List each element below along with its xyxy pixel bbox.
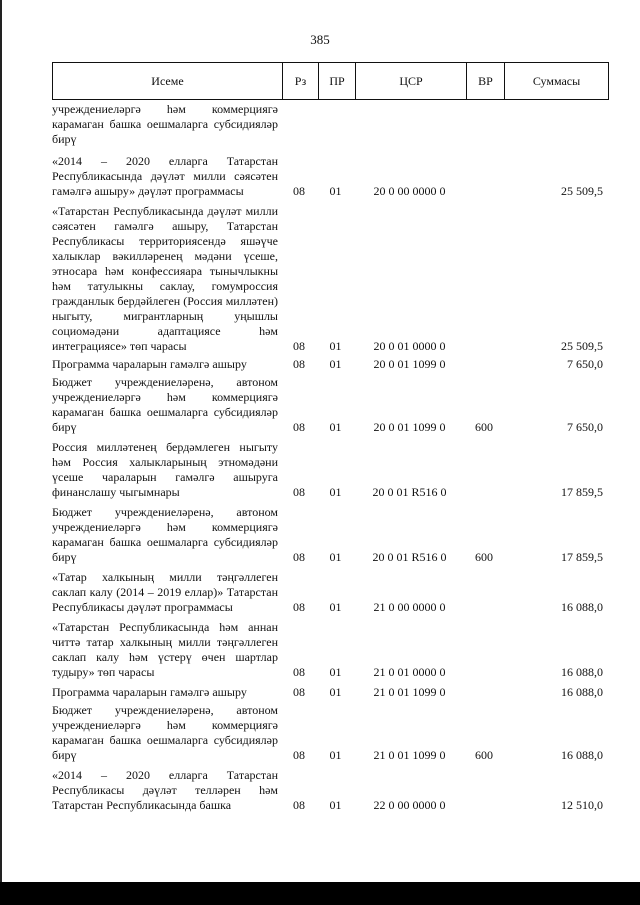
scan-bottom-edge (0, 882, 640, 905)
row-name: «Татар халкының милли тәңгәллеген саклап калу (2014 – 2019 еллар)» Татарстан Республикасы дәүләт программасы (52, 570, 278, 614)
row-sum: 16 088,0 (561, 685, 603, 699)
table-row (52, 153, 609, 199)
table-row (52, 702, 609, 763)
row-rz: 08 (293, 550, 305, 564)
table-body (52, 101, 609, 815)
row-vr: 600 (475, 420, 493, 434)
row-csr: 21 0 00 0000 0 (373, 600, 446, 614)
row-rz: 08 (293, 600, 305, 614)
row-rz: 08 (293, 485, 305, 499)
row-vr: 600 (475, 550, 493, 564)
row-name: Бюджет учреждениеләренә, автоном учреждениеләргә һәм коммерциягә карамаган башка оешмаларга субсидияләр бирү (52, 505, 278, 564)
table-row (52, 684, 609, 700)
row-rz: 08 (293, 748, 305, 762)
row-name: Россия милләтенең бердәмлеген ныгыту һәм Россия халыкларының этномәдәни үсеше чараларын гамәлгә ашыруга финанслашу чыгымнары (52, 440, 278, 499)
row-pr: 01 (329, 685, 342, 699)
row-sum: 16 088,0 (561, 600, 603, 614)
row-name: Бюджет учреждениеләренә, автоном учреждениеләргә һәм коммерциягә карамаган башка оешмаларга субсидияләр бирү (52, 703, 278, 762)
row-rz: 08 (293, 665, 305, 679)
row-rz: 08 (293, 339, 305, 353)
row-rz: 08 (293, 685, 305, 699)
header-sum: Суммасы (504, 63, 608, 99)
row-csr: 21 0 01 1099 0 (373, 685, 446, 699)
table-row (52, 374, 609, 435)
row-name: «2014 – 2020 елларга Татарстан Республикасы дәүләт телләрен һәм Татарстан Республикасында башка (52, 768, 278, 812)
row-rz: 08 (293, 798, 305, 812)
row-sum: 7 650,0 (567, 357, 603, 371)
row-sum: 17 859,5 (561, 485, 603, 499)
table-row (52, 356, 609, 372)
row-pr: 01 (329, 420, 342, 434)
row-pr: 01 (329, 798, 342, 812)
row-pr: 01 (329, 600, 342, 614)
row-name: «Татарстан Республикасында һәм аннан читтә татар халкының милли тәңгәллеген саклап калу һәм үстерү өчен шартлар тудыру» төп чарасы (52, 620, 278, 679)
table-row (52, 203, 609, 354)
row-csr: 20 0 01 1099 0 (373, 357, 446, 371)
row-csr: 20 0 01 R516 0 (372, 550, 447, 564)
row-name: Программа чараларын гамәлгә ашыру (52, 357, 247, 371)
row-rz: 08 (293, 420, 305, 434)
row-pr: 01 (329, 665, 342, 679)
row-csr: 20 0 01 R516 0 (372, 485, 447, 499)
row-rz: 08 (293, 184, 305, 198)
row-name: «2014 – 2020 елларга Татарстан Республикасында дәүләт милли сәясәтен гамәлгә ашыру» дәүләт программасы (52, 154, 278, 198)
row-pr: 01 (329, 485, 342, 499)
table-row (52, 504, 609, 565)
row-pr: 01 (329, 550, 342, 564)
row-name: Программа чараларын гамәлгә ашыру (52, 685, 247, 699)
row-csr: 20 0 01 0000 0 (373, 339, 446, 353)
row-pr: 01 (329, 184, 342, 198)
scan-edge (0, 0, 2, 905)
table-row (52, 101, 609, 147)
row-pr: 01 (329, 339, 342, 353)
row-name: «Татарстан Республикасында дәүләт милли сәясәтен гамәлгә ашыру, Татарстан Республикасы территориясендә яшәүче халыклар вәкилләренең мәдәни үсеше, этносара һәм конфессияара тынычлыкны һәм татулыкны саклау, гомумроссия гражданлык бердәйлеген (Россия милләтен) ныгыту, мигрантларның уңышлы социомәдәни адаптациясе һәм интеграциясе» төп чарасы (52, 204, 278, 353)
header-name: Исеме (151, 74, 184, 88)
table-header (52, 62, 609, 100)
row-csr: 22 0 00 0000 0 (373, 798, 446, 812)
row-rz: 08 (293, 357, 305, 371)
row-csr: 20 0 00 0000 0 (373, 184, 446, 198)
row-pr: 01 (329, 357, 342, 371)
row-csr: 20 0 01 1099 0 (373, 420, 446, 434)
row-sum: 16 088,0 (561, 748, 603, 762)
header-csr: ЦСР (355, 63, 466, 99)
row-sum: 25 509,5 (561, 184, 603, 198)
row-pr: 01 (329, 748, 342, 762)
row-vr: 600 (475, 748, 493, 762)
row-csr: 21 0 01 1099 0 (373, 748, 446, 762)
page-number: 385 (310, 32, 330, 47)
table-row (52, 569, 609, 615)
row-name: Бюджет учреждениеләренә, автоном учреждениеләргә һәм коммерциягә карамаган башка оешмаларга субсидияләр бирү (52, 375, 278, 434)
table-row (52, 767, 609, 813)
table-row (52, 619, 609, 680)
row-sum: 16 088,0 (561, 665, 603, 679)
table-row (52, 439, 609, 500)
header-vr: ВР (466, 63, 504, 99)
row-sum: 12 510,0 (561, 798, 603, 812)
row-sum: 7 650,0 (567, 420, 603, 434)
row-sum: 25 509,5 (561, 339, 603, 353)
header-rz: Рз (282, 63, 318, 99)
row-sum: 17 859,5 (561, 550, 603, 564)
row-name: учреждениеләргә һәм коммерциягә карамаган башка оешмаларга субсидияләр бирү (52, 102, 278, 146)
header-pr: ПР (318, 63, 355, 99)
row-csr: 21 0 01 0000 0 (373, 665, 446, 679)
